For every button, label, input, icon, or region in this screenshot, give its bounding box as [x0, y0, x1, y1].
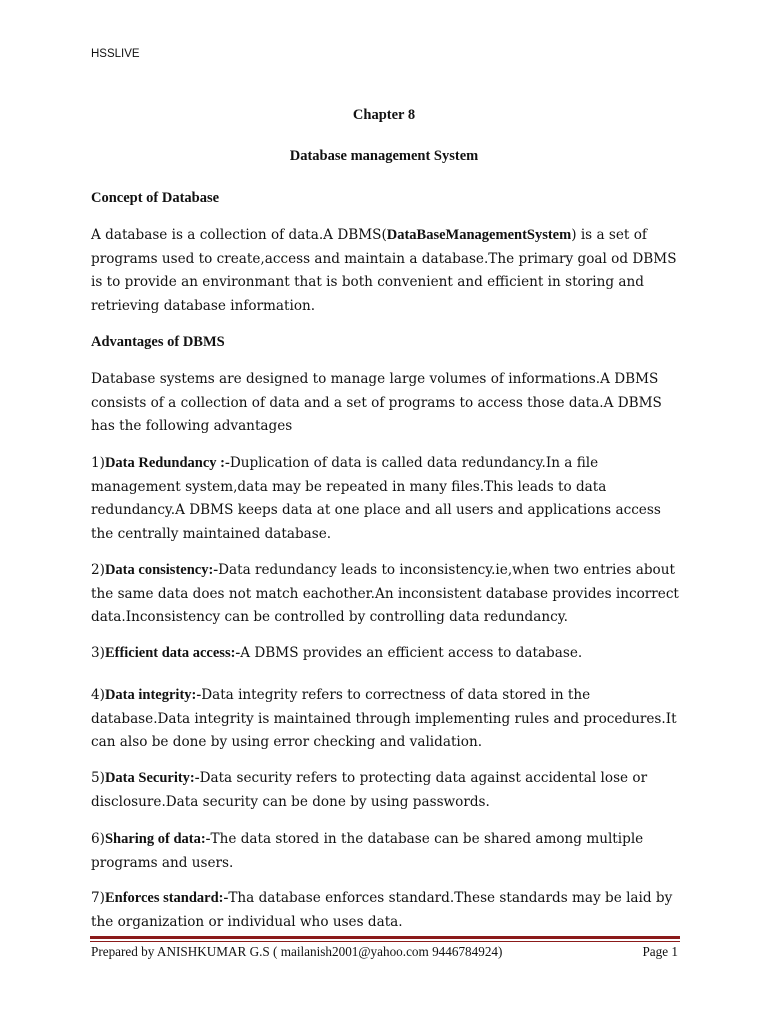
- item-text: Data redundancy leads to inconsistency.ie,when two entries about the same data does not match eachother.An inconsistent database provides incorrect data.Inconsistency can be controlled by controlling data redundancy.: [91, 562, 679, 625]
- item-number: 7): [91, 890, 105, 906]
- item-number: 1): [91, 455, 105, 471]
- item-text: Data security refers to protecting data against accidental lose or disclosure.Data security can be done by using passwords.: [91, 770, 648, 810]
- advantage-item: [91, 642, 681, 666]
- item-term: Data Redundancy :-: [104, 455, 230, 471]
- item-text: A DBMS provides an efficient access to database.: [240, 645, 583, 661]
- chapter-subtitle: Database management System: [289, 148, 479, 164]
- item-text: Data integrity refers to correctness of data stored in the database.Data integrity is maintained through implementing rules and procedures.It can also be done by using error checking and validation.: [91, 687, 677, 750]
- advantages-intro: Database systems are designed to manage large volumes of informations.A DBMS consists of a collection of data and a set of programs to access those data.A DBMS has the following advantages: [91, 371, 662, 434]
- item-text: Duplication of data is called data redundancy.In a file management system,data may be repeated in many files.This leads to data redundancy.A DBMS keeps data at one place and all users and applications access the centrally maintained database.: [91, 455, 661, 542]
- footer-author: Prepared by ANISHKUMAR G.S ( mailanish2001@yahoo.com 9446784924): [91, 944, 503, 959]
- chapter-title: Chapter 8: [352, 107, 416, 123]
- advantage-item: [91, 452, 681, 546]
- item-number: 2): [91, 562, 105, 578]
- item-text: Tha database enforces standard.These standards may be laid by the organization or individual who uses data.: [91, 890, 673, 930]
- advantage-item: [91, 767, 681, 814]
- item-term: Data Security:-: [104, 770, 200, 786]
- advantage-item: [91, 559, 681, 630]
- item-number: 4): [91, 687, 105, 703]
- item-term: Data integrity:-: [104, 687, 202, 703]
- item-number: 3): [91, 645, 105, 661]
- section-heading-advantages: Advantages of DBMS: [91, 334, 225, 350]
- item-text: The data stored in the database can be shared among multiple programs and users.: [91, 831, 644, 871]
- page-header: HSSLIVE: [91, 48, 140, 60]
- concept-text-before: A database is a collection of data.A DBMS(: [91, 227, 387, 243]
- advantage-item: [91, 828, 681, 875]
- item-number: 6): [91, 831, 105, 847]
- item-term: Sharing of data:-: [104, 831, 211, 847]
- section-heading-concept: Concept of Database: [91, 190, 220, 206]
- item-term: Efficient data access:-: [104, 645, 241, 661]
- advantage-item: [91, 684, 681, 755]
- footer-rule-thin: [90, 941, 680, 942]
- concept-bold-term: DataBaseManagementSystem: [386, 227, 572, 243]
- item-term: Enforces standard:-: [104, 890, 229, 906]
- footer-rule-thick: [90, 936, 680, 939]
- concept-text-after: ) is a set of programs used to create,access and maintain a database.The primary goal od DBMS is to provide an environmant that is both convenient and efficient in storing and retrieving database information.: [91, 227, 677, 314]
- footer-page-number: Page 1: [642, 944, 678, 959]
- item-term: Data consistency:-: [104, 562, 219, 578]
- concept-paragraph: [91, 224, 681, 318]
- advantage-item: [91, 887, 681, 934]
- item-number: 5): [91, 770, 105, 786]
